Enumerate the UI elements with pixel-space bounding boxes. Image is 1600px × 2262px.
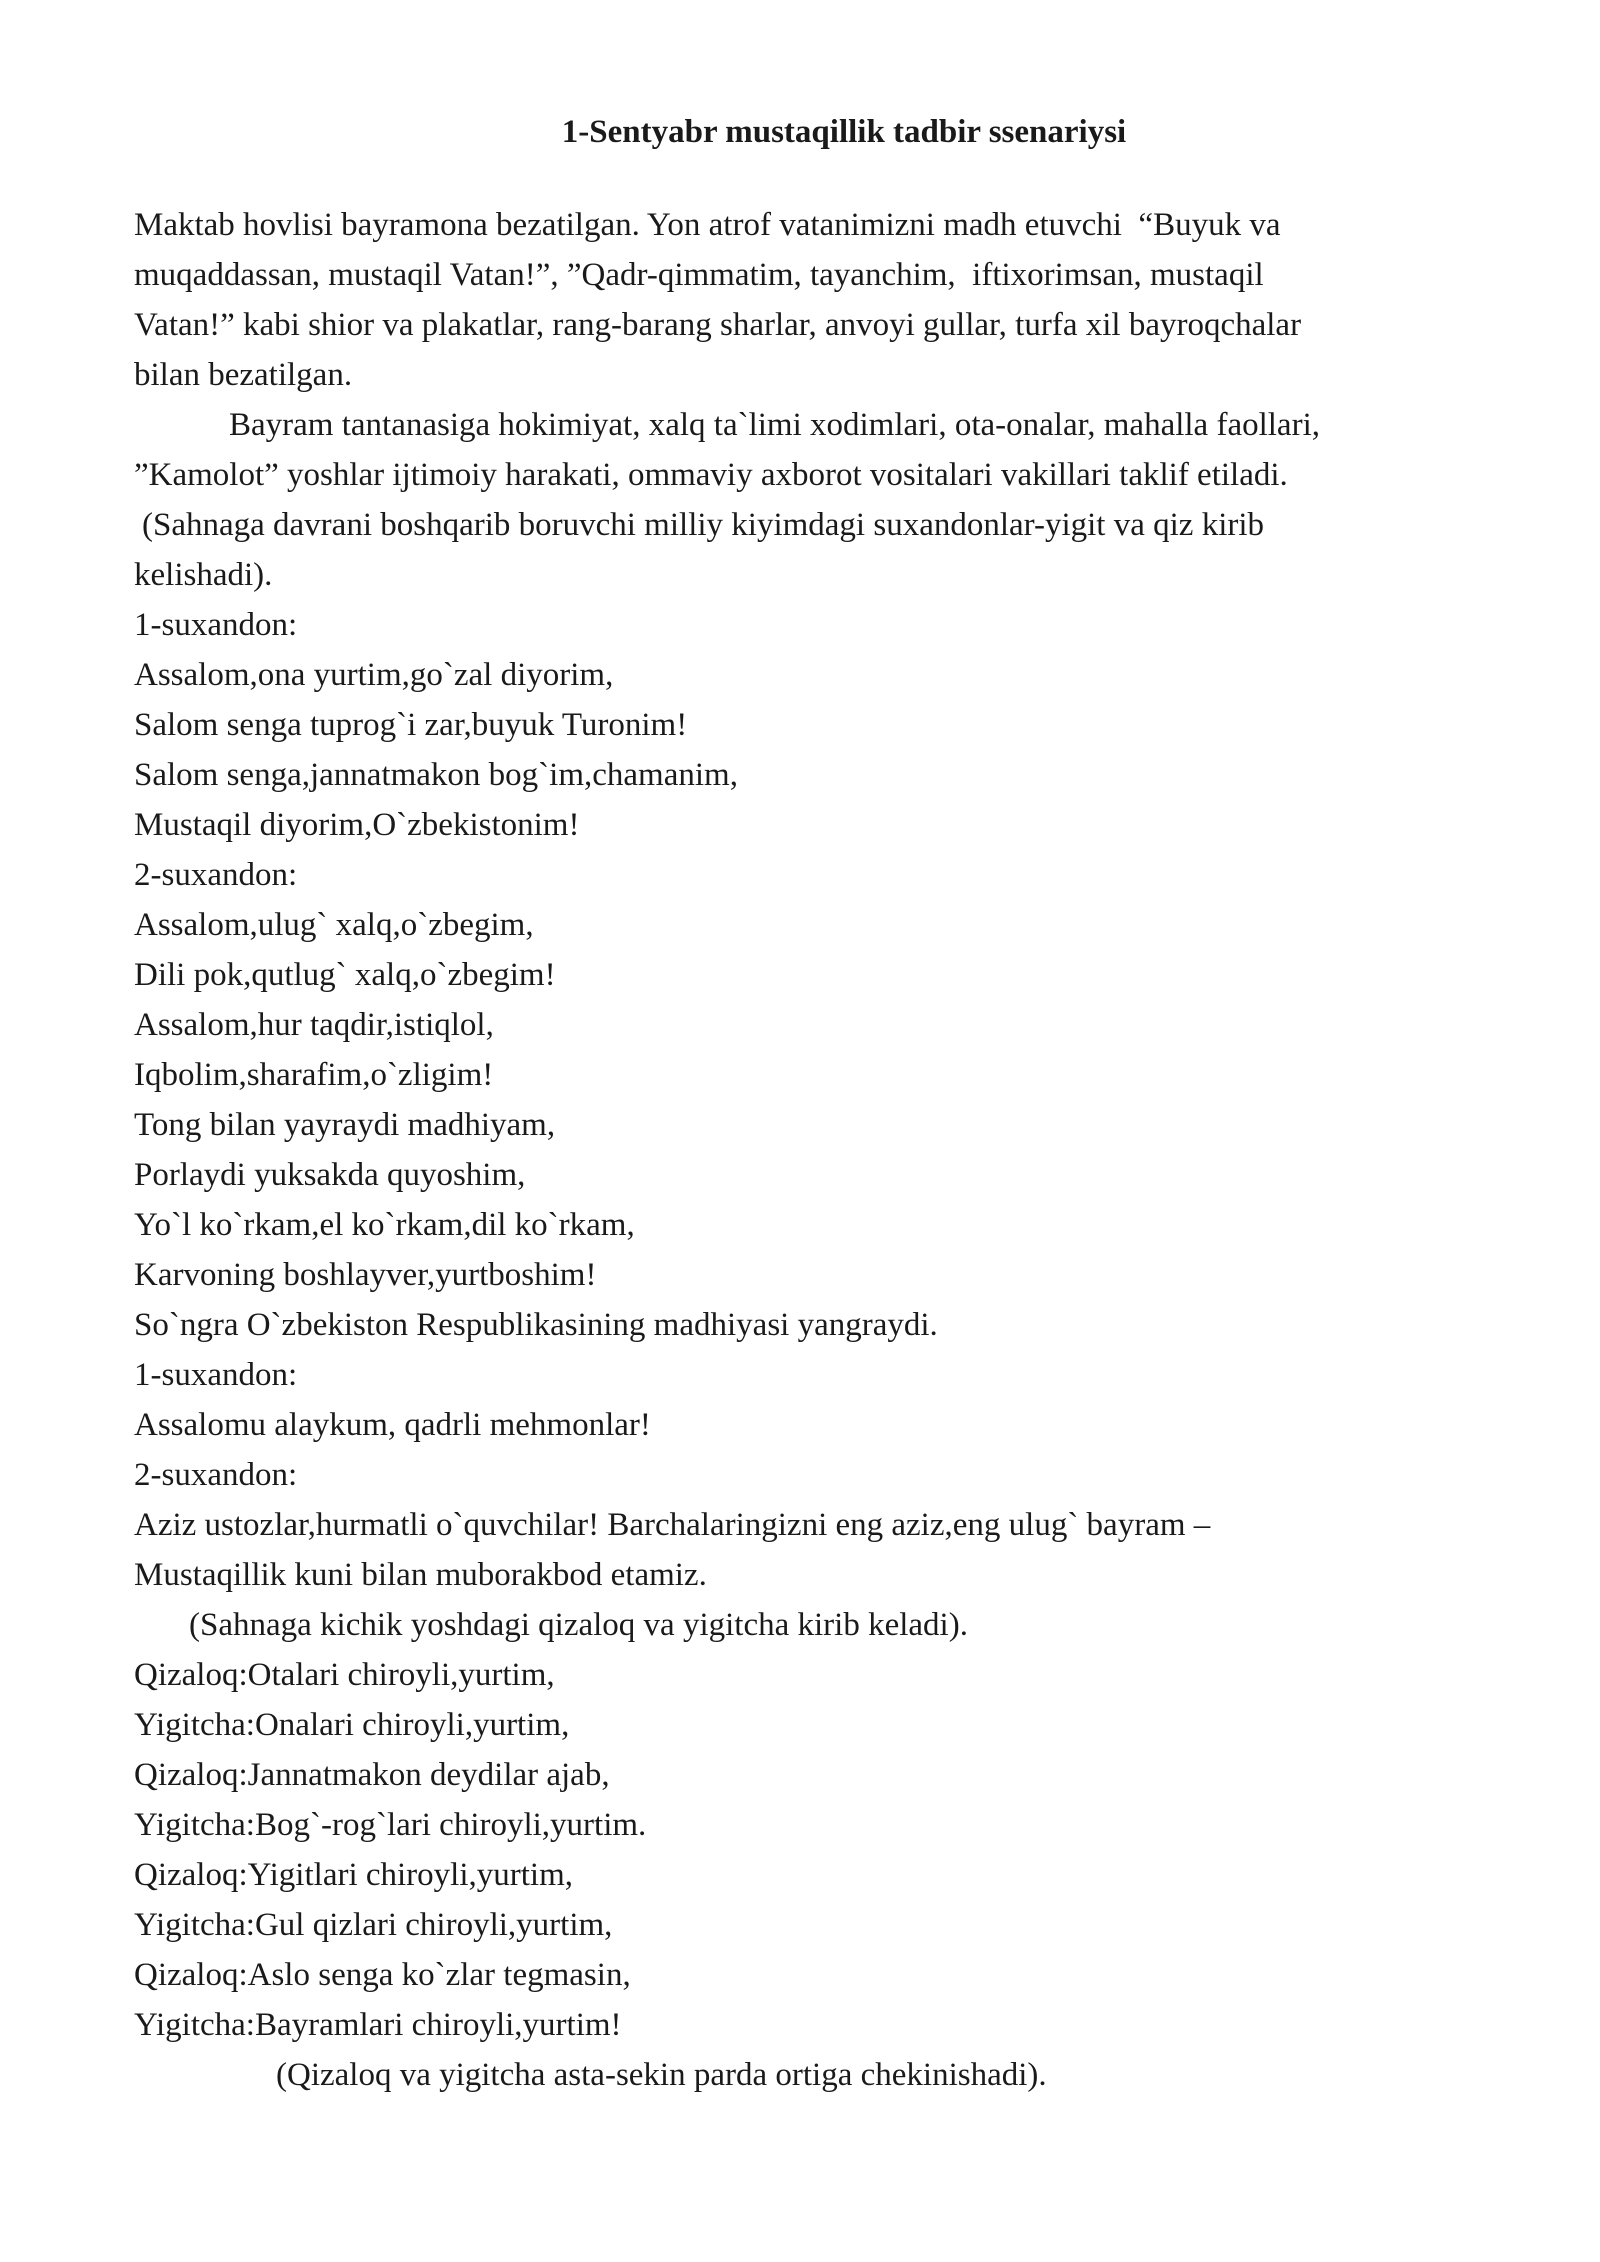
verse-line: Assalom,ona yurtim,go`zal diyorim,	[134, 657, 614, 693]
intro-paragraph	[134, 200, 1494, 400]
speech-line: Mustaqillik kuni bilan muborakbod etamiz.	[134, 1557, 707, 1593]
verse-line: Yo`l ko`rkam,el ko`rkam,dil ko`rkam,	[134, 1207, 635, 1243]
invite-line: ”Kamolot” yoshlar ijtimoiy harakati, ommaviy axborot vositalari vakillari taklif etiladi.	[134, 457, 1288, 493]
narration-line: So`ngra O`zbekiston Respublikasining madhiyasi yangraydi.	[134, 1307, 938, 1343]
dialogue-section	[134, 1650, 1494, 2050]
verse-line: Assalom,hur taqdir,istiqlol,	[134, 1007, 494, 1043]
verse-line: Salom senga,jannatmakon bog`im,chamanim,	[134, 757, 738, 793]
stage-note-line: (Sahnaga davrani boshqarib boruvchi milliy kiyimdagi suxandonlar-yigit va qiz kirib	[142, 507, 1265, 543]
verse-line: Porlaydi yuksakda quyoshim,	[134, 1157, 526, 1193]
dialogue-line: Qizaloq:Otalari chiroyli,yurtim,	[134, 1657, 555, 1693]
dialogue-line: Yigitcha:Gul qizlari chiroyli,yurtim,	[134, 1907, 613, 1943]
dialogue-line: Qizaloq:Aslo senga ko`zlar tegmasin,	[134, 1957, 631, 1993]
stage-note-entrance	[134, 500, 1494, 600]
verse-line: Karvoning boshlayver,yurtboshim!	[134, 1257, 597, 1293]
document-page	[134, 112, 1494, 2100]
verse-line: Salom senga tuprog`i zar,buyuk Turonim!	[134, 707, 688, 743]
dialogue-line: Qizaloq:Yigitlari chiroyli,yurtim,	[134, 1857, 574, 1893]
stage-note-children: (Sahnaga kichik yoshdagi qizaloq va yigitcha kirib keladi).	[189, 1607, 968, 1643]
dialogue-line: Yigitcha:Bayramlari chiroyli,yurtim!	[134, 2007, 622, 2043]
speech-line: Aziz ustozlar,hurmatli o`quvchilar! Barchalaringizni eng aziz,eng ulug` bayram –	[134, 1507, 1211, 1543]
verse-line: Iqbolim,sharafim,o`zligim!	[134, 1057, 494, 1093]
intro-line: Vatan!” kabi shior va plakatlar, rang-barang sharlar, anvoyi gullar, turfa xil bayroqchalar	[134, 307, 1302, 343]
dialogue-line: Yigitcha:Bog`-rog`lari chiroyli,yurtim.	[134, 1807, 647, 1843]
speaker-label: 1-suxandon:	[134, 607, 298, 643]
intro-line: Maktab hovlisi bayramona bezatilgan. Yon atrof vatanimizni madh etuvchi “Buyuk va	[134, 207, 1281, 243]
invite-line: Bayram tantanasiga hokimiyat, xalq ta`limi xodimlari, ota-onalar, mahalla faollari,	[229, 407, 1320, 443]
speaker-label: 2-suxandon:	[134, 857, 298, 893]
speech-line: Assalomu alaykum, qadrli mehmonlar!	[134, 1407, 651, 1443]
script-section	[134, 600, 1494, 1600]
verse-line: Dili pok,qutlug` xalq,o`zbegim!	[134, 957, 556, 993]
verse-line: Tong bilan yayraydi madhiyam,	[134, 1107, 556, 1143]
intro-line: muqaddassan, mustaqil Vatan!”, ”Qadr-qimmatim, tayanchim, iftixorimsan, mustaqil	[134, 257, 1264, 293]
speaker-label: 2-suxandon:	[134, 1457, 298, 1493]
stage-note-exit: (Qizaloq va yigitcha asta-sekin parda ortiga chekinishadi).	[276, 2057, 1047, 2093]
intro-line: bilan bezatilgan.	[134, 357, 353, 393]
document-title: 1-Sentyabr mustaqillik tadbir ssenariysi	[561, 114, 1127, 150]
invite-paragraph	[134, 400, 1494, 500]
verse-line: Assalom,ulug` xalq,o`zbegim,	[134, 907, 534, 943]
verse-line: Mustaqil diyorim,O`zbekistonim!	[134, 807, 580, 843]
speaker-label: 1-suxandon:	[134, 1357, 298, 1393]
dialogue-line: Qizaloq:Jannatmakon deydilar ajab,	[134, 1757, 610, 1793]
stage-note-line: kelishadi).	[134, 557, 273, 593]
dialogue-line: Yigitcha:Onalari chiroyli,yurtim,	[134, 1707, 570, 1743]
